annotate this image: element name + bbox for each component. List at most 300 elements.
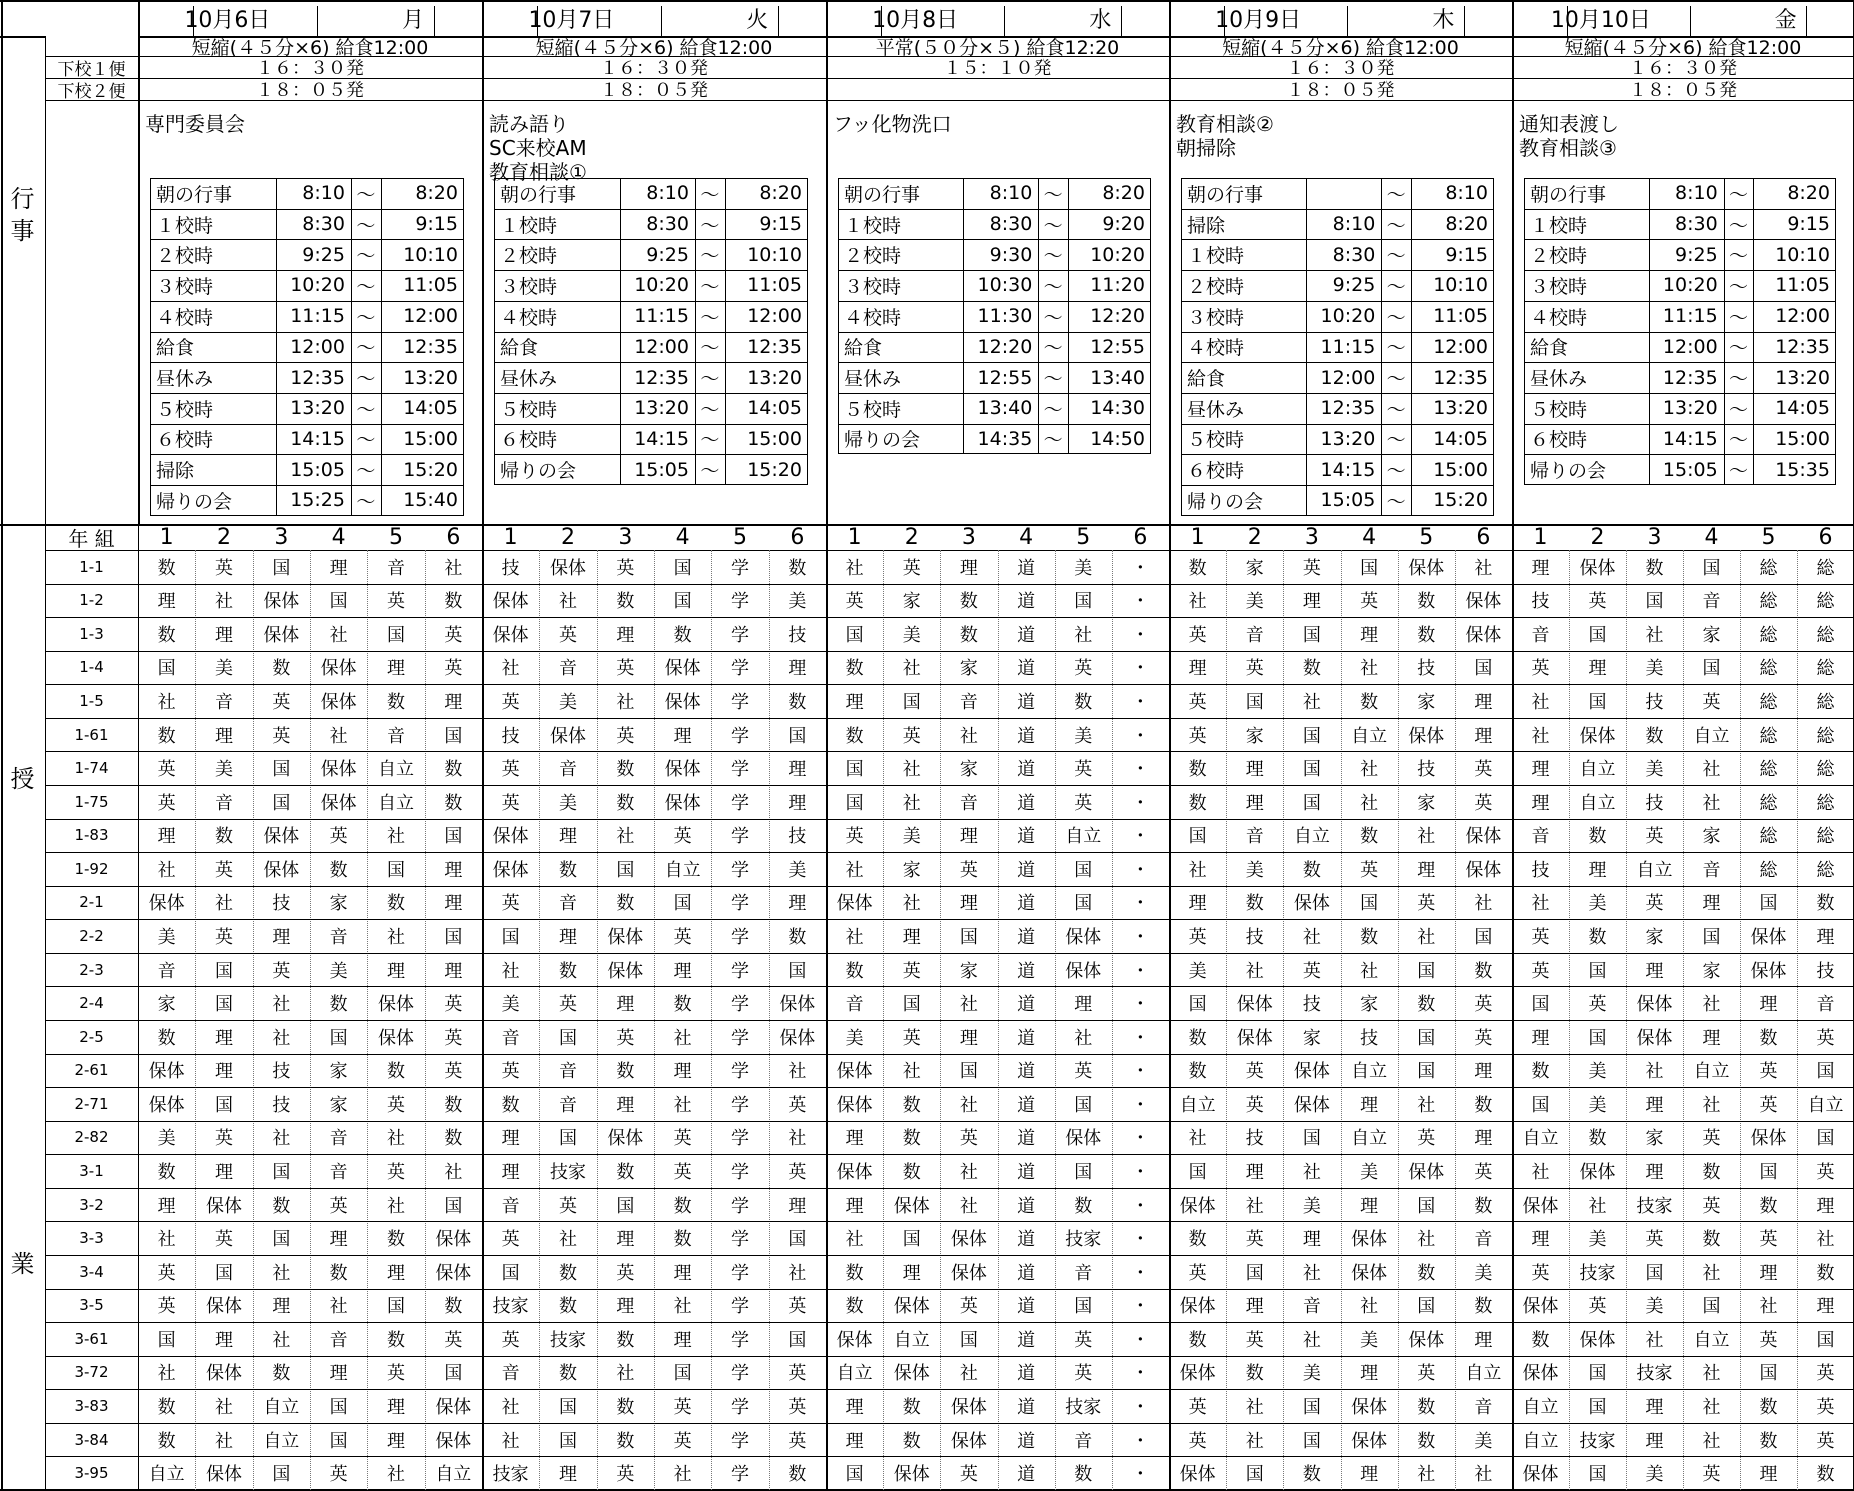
subject-cell: ・ — [1131, 1397, 1150, 1419]
period-number: 4 — [1019, 524, 1034, 550]
subject-cell: 社 — [1074, 1027, 1093, 1049]
class-label: 1-92 — [74, 859, 109, 878]
period-tilde: ～ — [1043, 368, 1063, 391]
period-name: ４校時 — [1187, 337, 1245, 360]
subject-cell: 英 — [1074, 1363, 1093, 1385]
subject-cell: 理 — [1188, 658, 1207, 680]
subject-cell: 保体 — [664, 692, 701, 714]
period-name: 朝の行事 — [1187, 183, 1264, 206]
subject-cell: 技 — [1302, 994, 1321, 1016]
class-label: 1-75 — [74, 792, 109, 811]
subject-cell: 美 — [902, 624, 921, 646]
subject-cell: 保体 — [607, 1128, 644, 1150]
subject-cell: 自立 — [1351, 725, 1388, 747]
subject-cell: 数 — [616, 1162, 635, 1184]
period-number: 1 — [503, 524, 518, 550]
subject-cell: 国 — [272, 1229, 291, 1251]
subject-cell: 理 — [558, 826, 577, 848]
subject-cell: 社 — [845, 557, 864, 579]
period-name: 掃除 — [1187, 214, 1226, 237]
subject-cell: 家 — [1645, 1128, 1664, 1150]
subject-cell: 家 — [1645, 927, 1664, 949]
subject-cell: 英 — [845, 826, 864, 848]
subject-cell: 社 — [959, 1195, 978, 1217]
subject-cell: 国 — [1074, 859, 1093, 881]
subject-cell: 保体 — [492, 859, 529, 881]
subject-cell: 数 — [444, 759, 463, 781]
period-number: 2 — [216, 524, 231, 550]
subject-cell: 理 — [272, 927, 291, 949]
period-end-time: 15:00 — [747, 427, 802, 450]
subject-cell: 社 — [1474, 893, 1493, 915]
subject-cell: 国 — [1302, 792, 1321, 814]
subject-cell: 理 — [673, 725, 692, 747]
subject-cell: 音 — [1074, 1262, 1093, 1284]
subject-cell: 国 — [1816, 1128, 1835, 1150]
day-date: 10月7日 — [528, 7, 615, 33]
period-end-time: 12:00 — [1775, 305, 1830, 328]
subject-cell: 社 — [386, 927, 405, 949]
subject-cell: 数 — [157, 1430, 176, 1452]
period-end-time: 11:05 — [403, 274, 458, 297]
subject-cell: 社 — [1702, 1094, 1721, 1116]
period-tilde: ～ — [1043, 275, 1063, 298]
period-start-time: 9:25 — [1332, 274, 1376, 297]
subject-cell: 道 — [1017, 1397, 1036, 1419]
grid-line-v — [1121, 6, 1122, 36]
subject-cell: 数 — [616, 591, 635, 613]
subject-cell: 理 — [1588, 658, 1607, 680]
period-end-time: 10:20 — [1090, 243, 1145, 266]
class-label: 3-1 — [79, 1162, 104, 1181]
subject-cell: 英 — [272, 725, 291, 747]
subject-cell: 理 — [272, 1296, 291, 1318]
subject-cell: 技家 — [1065, 1229, 1102, 1251]
grid-line-v — [1464, 6, 1465, 36]
period-start-time: 15:05 — [1662, 458, 1718, 481]
subject-cell: 英 — [386, 1363, 405, 1385]
subject-cell: 理 — [1474, 1128, 1493, 1150]
subject-cell: 音 — [386, 725, 405, 747]
subject-cell: 数 — [1417, 994, 1436, 1016]
subject-cell: 社 — [1188, 591, 1207, 613]
period-tilde: ～ — [700, 460, 720, 483]
subject-cell: 英 — [788, 1296, 807, 1318]
subject-cell: 音 — [845, 994, 864, 1016]
subject-cell: 国 — [558, 1128, 577, 1150]
period-number: 4 — [1362, 524, 1377, 550]
subject-cell: 社 — [1360, 1296, 1379, 1318]
subject-cell: 理 — [214, 1329, 233, 1351]
subject-cell: 国 — [1588, 1363, 1607, 1385]
subject-cell: 英 — [788, 1094, 807, 1116]
subject-cell: 英 — [1245, 1229, 1264, 1251]
subject-cell: 自立 — [1522, 1128, 1559, 1150]
period-start-time: 15:05 — [1320, 489, 1376, 512]
subject-cell: 数 — [386, 1229, 405, 1251]
subject-cell: 音 — [329, 1329, 348, 1351]
period-name: ６校時 — [1530, 429, 1588, 452]
period-start-time: 8:10 — [1675, 182, 1718, 205]
subject-cell: 英 — [1816, 1162, 1835, 1184]
subject-cell: 英 — [1074, 1061, 1093, 1083]
subject-cell: ・ — [1131, 1195, 1150, 1217]
subject-cell: 総 — [1816, 859, 1835, 881]
subject-cell: 美 — [845, 1027, 864, 1049]
period-end-time: 12:35 — [1775, 335, 1830, 358]
subject-cell: 英 — [1417, 1128, 1436, 1150]
subject-cell: 数 — [616, 1061, 635, 1083]
subject-cell: 英 — [673, 1128, 692, 1150]
subject-cell: 保体 — [1236, 994, 1273, 1016]
period-name: ５校時 — [1530, 398, 1588, 421]
subject-cell: 理 — [157, 826, 176, 848]
subject-cell: 学 — [730, 759, 749, 781]
subject-cell: 社 — [1531, 1162, 1550, 1184]
period-name: ６校時 — [156, 429, 214, 452]
period-number: 2 — [1247, 524, 1262, 550]
grid-line-v — [537, 6, 538, 36]
subject-cell: 数 — [1360, 927, 1379, 949]
subject-cell: 国 — [845, 1464, 864, 1486]
subject-cell: 数 — [1645, 725, 1664, 747]
day-schedule-type: 平常(５０分×５) 給食12:20 — [875, 36, 1120, 59]
period-name: １校時 — [1530, 214, 1588, 237]
subject-cell: 英 — [1816, 1363, 1835, 1385]
subject-cell: 国 — [1302, 1397, 1321, 1419]
subject-cell: 数 — [616, 1430, 635, 1452]
subject-cell: 理 — [386, 658, 405, 680]
subject-cell: 英 — [1474, 792, 1493, 814]
subject-cell: 道 — [1017, 1296, 1036, 1318]
subject-cell: 国 — [1474, 658, 1493, 680]
subject-cell: 音 — [157, 960, 176, 982]
period-end-time: 11:05 — [1433, 305, 1488, 328]
subject-cell: 数 — [1417, 624, 1436, 646]
period-name: ６校時 — [500, 429, 558, 452]
subject-cell: 総 — [1759, 859, 1778, 881]
subject-cell: 理 — [1759, 1262, 1778, 1284]
subject-cell: 国 — [788, 960, 807, 982]
subject-cell: 道 — [1017, 1430, 1036, 1452]
subject-cell: 音 — [1531, 826, 1550, 848]
period-name: 給食 — [1187, 368, 1226, 391]
subject-cell: 国 — [157, 658, 176, 680]
period-end-time: 10:10 — [1775, 243, 1830, 266]
subject-cell: 数 — [616, 792, 635, 814]
subject-cell: 国 — [1816, 1329, 1835, 1351]
day-bus2-time: １８：０５発 — [1629, 80, 1737, 101]
period-start-time: 8:30 — [302, 213, 345, 236]
subject-cell: 理 — [1474, 1061, 1493, 1083]
period-start-time: 8:30 — [646, 213, 689, 236]
day-date: 10月10日 — [1550, 7, 1651, 33]
subject-cell: 道 — [1017, 960, 1036, 982]
subject-cell: 数 — [1417, 1397, 1436, 1419]
period-tilde: ～ — [1386, 460, 1406, 483]
period-name: ２校時 — [1187, 275, 1245, 298]
subject-cell: 保体 — [1179, 1464, 1216, 1486]
subject-cell: 国 — [616, 1195, 635, 1217]
subject-cell: 社 — [845, 1229, 864, 1251]
subject-cell: 社 — [1759, 1296, 1778, 1318]
class-label: 3-95 — [74, 1464, 109, 1483]
subject-cell: 音 — [1302, 1296, 1321, 1318]
subject-cell: 理 — [1360, 1464, 1379, 1486]
subject-cell: 国 — [616, 859, 635, 881]
subject-cell: 国 — [1474, 927, 1493, 949]
subject-cell: 理 — [1816, 1195, 1835, 1217]
subject-cell: ・ — [1131, 1296, 1150, 1318]
subject-cell: 数 — [329, 1262, 348, 1284]
subject-cell: 英 — [444, 658, 463, 680]
subject-cell: 理 — [616, 994, 635, 1016]
period-start-time: 12:35 — [290, 366, 345, 389]
subject-cell: 社 — [214, 591, 233, 613]
subject-cell: 保体 — [1408, 557, 1445, 579]
class-label: 3-2 — [79, 1195, 104, 1214]
period-end-time: 15:00 — [1433, 458, 1488, 481]
subject-cell: 理 — [1360, 1094, 1379, 1116]
subject-cell: 数 — [501, 1094, 520, 1116]
subject-cell: 保体 — [950, 1229, 987, 1251]
subject-cell: 総 — [1816, 624, 1835, 646]
subject-cell: 社 — [1816, 1229, 1835, 1251]
subject-cell: 国 — [214, 994, 233, 1016]
subject-cell: 学 — [730, 1397, 749, 1419]
period-tilde: ～ — [700, 306, 720, 329]
subject-cell: 社 — [1702, 792, 1721, 814]
subject-cell: 家 — [329, 893, 348, 915]
subject-cell: 社 — [1702, 1363, 1721, 1385]
period-number: 2 — [560, 524, 575, 550]
subject-cell: 数 — [1188, 1027, 1207, 1049]
class-label: 1-83 — [74, 826, 109, 845]
subject-cell: 家 — [959, 759, 978, 781]
period-tilde: ～ — [1386, 398, 1406, 421]
period-tilde: ～ — [700, 337, 720, 360]
subject-cell: 道 — [1017, 1027, 1036, 1049]
day-event: 朝掃除 — [1176, 135, 1236, 160]
period-number: 6 — [1476, 524, 1491, 550]
grid-line-v — [1004, 6, 1005, 36]
day-bus2-time: １８：０５発 — [256, 80, 364, 101]
subject-cell: 英 — [1417, 1363, 1436, 1385]
subject-cell: 国 — [959, 1061, 978, 1083]
subject-cell: 社 — [501, 1397, 520, 1419]
subject-cell: 国 — [1417, 1061, 1436, 1083]
subject-cell: 社 — [1360, 759, 1379, 781]
period-tilde: ～ — [700, 245, 720, 268]
subject-cell: 学 — [730, 1094, 749, 1116]
class-label: 2-5 — [79, 1027, 104, 1046]
period-tilde: ～ — [1728, 368, 1748, 391]
subject-cell: 社 — [444, 557, 463, 579]
subject-cell: 社 — [1702, 1262, 1721, 1284]
subject-cell: 英 — [1816, 1430, 1835, 1452]
subject-cell: 数 — [1360, 826, 1379, 848]
period-name: ２校時 — [156, 245, 214, 268]
subject-cell: 理 — [1759, 994, 1778, 1016]
subject-cell: ・ — [1131, 826, 1150, 848]
subject-cell: 音 — [1474, 1229, 1493, 1251]
subject-cell: 音 — [1245, 624, 1264, 646]
subject-cell: 自立 — [1579, 792, 1616, 814]
period-end-time: 15:20 — [747, 458, 802, 481]
period-tilde: ～ — [1386, 245, 1406, 268]
subject-cell: 英 — [1759, 1329, 1778, 1351]
subject-cell: 保体 — [205, 1296, 242, 1318]
subject-cell: 美 — [329, 960, 348, 982]
subject-cell: 数 — [386, 893, 405, 915]
subject-cell: 社 — [157, 692, 176, 714]
subject-cell: 美 — [1360, 1329, 1379, 1351]
subject-cell: 総 — [1759, 759, 1778, 781]
subject-cell: 英 — [1188, 1262, 1207, 1284]
subject-cell: 理 — [1302, 1229, 1321, 1251]
subject-cell: 美 — [1645, 759, 1664, 781]
subject-cell: 道 — [1017, 994, 1036, 1016]
subject-cell: ・ — [1131, 591, 1150, 613]
subject-cell: ・ — [1131, 1363, 1150, 1385]
period-tilde: ～ — [700, 398, 720, 421]
period-tilde: ～ — [1728, 337, 1748, 360]
subject-cell: 保体 — [607, 960, 644, 982]
period-number: 3 — [1647, 524, 1662, 550]
subject-cell: 国 — [1360, 893, 1379, 915]
subject-cell: 数 — [616, 893, 635, 915]
period-end-time: 15:20 — [1433, 489, 1488, 512]
subject-cell: 保体 — [1522, 1363, 1559, 1385]
grid-line-h — [0, 36, 45, 38]
subject-cell: 数 — [444, 792, 463, 814]
class-label: 1-5 — [79, 692, 104, 711]
subject-cell: 数 — [1302, 859, 1321, 881]
subject-cell: 数 — [616, 1397, 635, 1419]
subject-cell: 学 — [730, 1363, 749, 1385]
subject-cell: 技家 — [549, 1329, 586, 1351]
subject-cell: 英 — [386, 1162, 405, 1184]
subject-cell: 音 — [1531, 624, 1550, 646]
period-end-time: 8:20 — [415, 182, 458, 205]
period-start-time — [1306, 178, 1381, 209]
subject-cell: 理 — [1588, 859, 1607, 881]
subject-cell: 社 — [845, 927, 864, 949]
subject-cell: 国 — [444, 1195, 463, 1217]
period-start-time: 8:10 — [302, 182, 345, 205]
day-bus2-time: １８：０５発 — [600, 80, 708, 101]
subject-cell: 数 — [1816, 1262, 1835, 1284]
subject-cell: 数 — [788, 557, 807, 579]
subject-cell: 理 — [329, 1363, 348, 1385]
period-name: ３校時 — [156, 275, 214, 298]
period-tilde: ～ — [700, 183, 720, 206]
period-end-time: 14:05 — [1433, 427, 1488, 450]
subject-cell: 国 — [444, 826, 463, 848]
subject-cell: ・ — [1131, 725, 1150, 747]
subject-cell: ・ — [1131, 994, 1150, 1016]
period-name: 帰りの会 — [844, 429, 921, 452]
subject-cell: 技 — [1816, 960, 1835, 982]
subject-cell: 数 — [1702, 1229, 1721, 1251]
subject-cell: 美 — [214, 759, 233, 781]
subject-cell: 理 — [959, 557, 978, 579]
subject-cell: 保体 — [320, 658, 357, 680]
period-start-time: 14:15 — [290, 427, 345, 450]
period-end-time: 14:05 — [403, 397, 458, 420]
subject-cell: 数 — [1417, 591, 1436, 613]
subject-cell: 国 — [1417, 1296, 1436, 1318]
subject-cell: 学 — [730, 1162, 749, 1184]
subject-cell: 社 — [157, 859, 176, 881]
subject-cell: 英 — [1188, 692, 1207, 714]
subject-cell: 数 — [157, 1397, 176, 1419]
period-name: 帰りの会 — [156, 490, 233, 513]
subject-cell: 理 — [1245, 759, 1264, 781]
subject-cell: 保体 — [1750, 960, 1787, 982]
subject-cell: 国 — [673, 557, 692, 579]
subject-cell: 国 — [1588, 1464, 1607, 1486]
period-start-time: 15:05 — [634, 458, 689, 481]
subject-cell: 国 — [845, 792, 864, 814]
class-label: 3-3 — [79, 1229, 104, 1248]
day-schedule-type: 短縮(４５分×6) 給食12:00 — [1222, 36, 1459, 59]
period-end-time: 15:35 — [1775, 458, 1830, 481]
subject-cell: 社 — [1360, 960, 1379, 982]
subject-cell: 理 — [1645, 1397, 1664, 1419]
subject-cell: 数 — [959, 624, 978, 646]
subject-cell: 英 — [558, 994, 577, 1016]
subject-cell: 数 — [157, 725, 176, 747]
subject-cell: 学 — [730, 1296, 749, 1318]
subject-cell: 理 — [673, 960, 692, 982]
subject-cell: 国 — [1245, 1262, 1264, 1284]
subject-cell: 国 — [272, 1464, 291, 1486]
subject-cell: 英 — [959, 1296, 978, 1318]
subject-cell: 英 — [501, 692, 520, 714]
subject-cell: 社 — [1188, 859, 1207, 881]
subject-cell: 社 — [1588, 1195, 1607, 1217]
subject-cell: 英 — [788, 1430, 807, 1452]
class-header-label: 年 組 — [68, 526, 115, 551]
subject-cell: 音 — [1702, 859, 1721, 881]
subject-cell: 美 — [788, 591, 807, 613]
subject-cell: 技家 — [1636, 1363, 1673, 1385]
subject-cell: 音 — [959, 792, 978, 814]
period-end-time: 11:05 — [1775, 274, 1830, 297]
subject-cell: 英 — [1474, 759, 1493, 781]
period-end-time: 14:05 — [1775, 397, 1830, 420]
subject-cell: 社 — [616, 692, 635, 714]
subject-cell: 国 — [214, 960, 233, 982]
subject-cell: 数 — [386, 1061, 405, 1083]
subject-cell: 英 — [1702, 1195, 1721, 1217]
subject-cell: 数 — [1302, 1464, 1321, 1486]
subject-cell: 英 — [1302, 960, 1321, 982]
subject-cell: 英 — [1645, 893, 1664, 915]
subject-cell: 国 — [959, 927, 978, 949]
period-start-time: 13:20 — [1662, 397, 1718, 420]
subject-cell: 英 — [501, 792, 520, 814]
period-name: ３校時 — [1530, 275, 1588, 298]
subject-cell: 社 — [272, 1262, 291, 1284]
period-end-time: 8:20 — [1787, 182, 1830, 205]
subject-cell: 数 — [845, 1262, 864, 1284]
subject-cell: 美 — [157, 1128, 176, 1150]
subject-cell: 理 — [1074, 994, 1093, 1016]
subject-cell: 技 — [1531, 591, 1550, 613]
period-name: ５校時 — [1187, 429, 1245, 452]
